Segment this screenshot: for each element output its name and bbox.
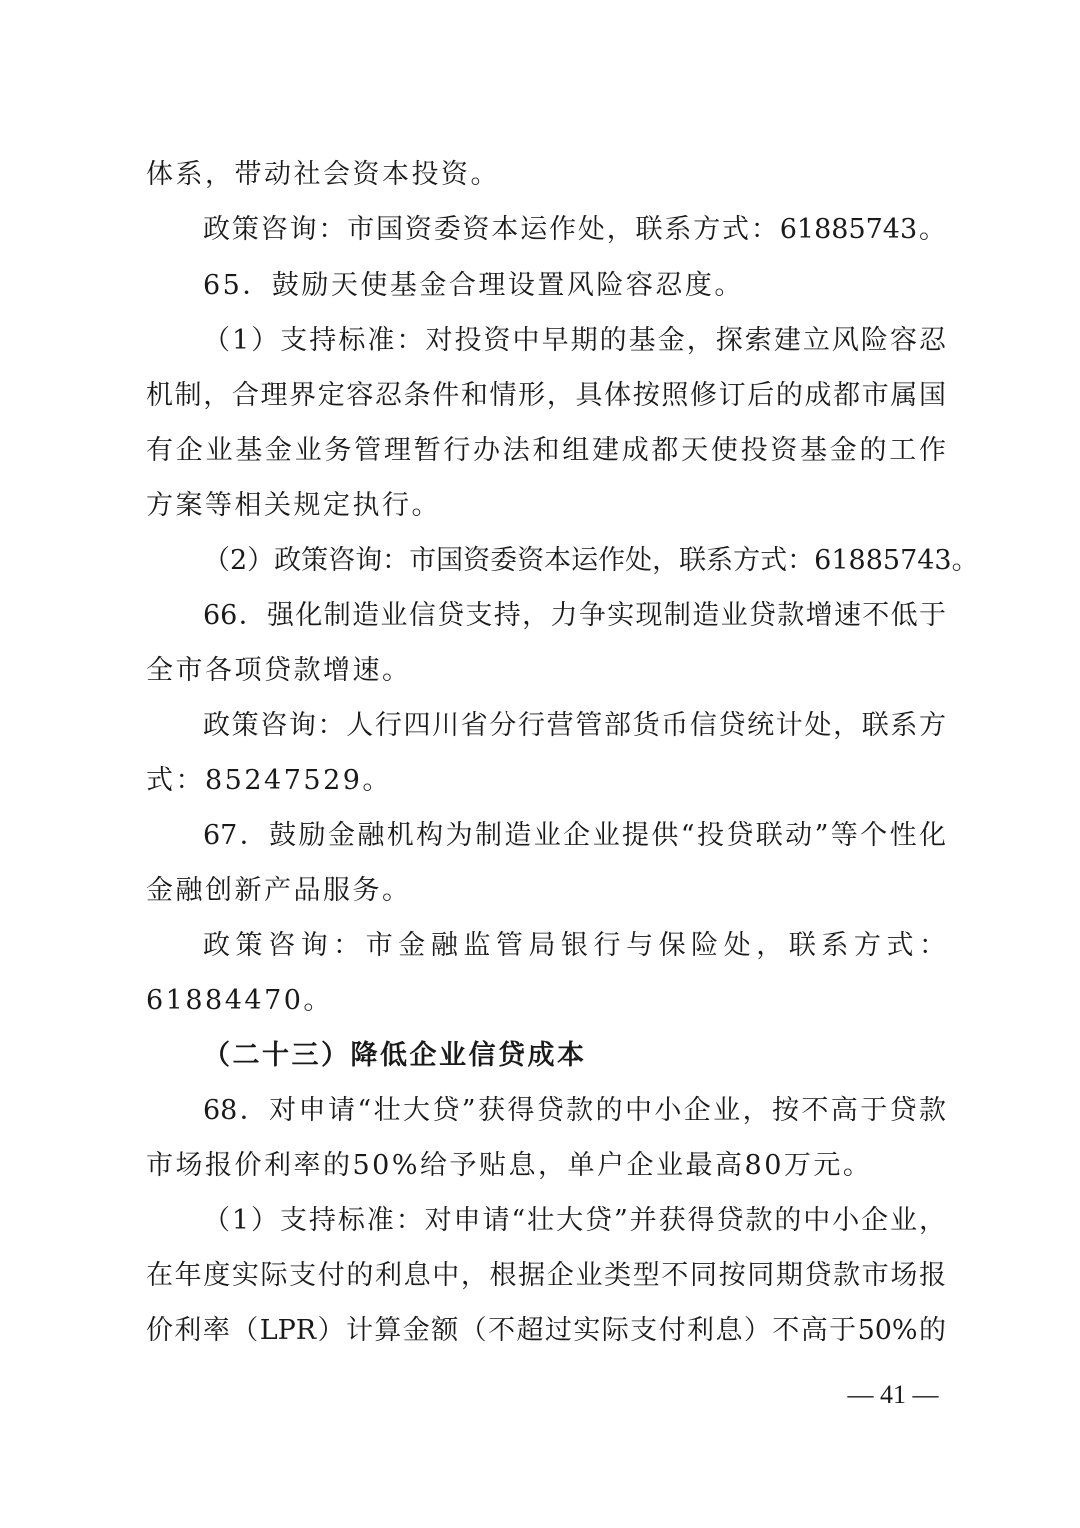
paragraph-line: （1）支持标准：对投资中早期的基金，探索建立风险容忍 (203, 325, 946, 356)
subsection-heading: （二十三）降低企业信贷成本 (203, 1040, 587, 1071)
paragraph-line: 有企业基金业务管理暂行办法和组建成都天使投资基金的工作 (146, 435, 946, 466)
paragraph-line: 在年度实际支付的利息中，根据企业类型不同按同期贷款市场报 (146, 1260, 946, 1291)
paragraph-line: 价利率（LPR）计算金额（不超过实际支付利息）不高于50%的 (146, 1315, 946, 1346)
paragraph-line: 金融创新产品服务。 (146, 875, 412, 906)
paragraph-line: 政策咨询：市金融监管局银行与保险处，联系方式： (203, 930, 946, 961)
section-heading-67: 67．鼓励金融机构为制造业企业提供“投贷联动”等个性化 (203, 820, 946, 851)
paragraph-line: 市场报价利率的50%给予贴息，单户企业最高80万元。 (146, 1150, 873, 1181)
paragraph-line: （2）政策咨询：市国资委资本运作处，联系方式：61885743。 (203, 545, 979, 576)
page-number: — 41 — (847, 1380, 939, 1409)
paragraph-line: 机制，合理界定容忍条件和情形，具体按照修订后的成都市属国 (146, 380, 946, 411)
paragraph-line: 61884470。 (146, 985, 333, 1016)
section-heading-65: 65．鼓励天使基金合理设置风险容忍度。 (203, 270, 744, 301)
section-heading-68: 68．对申请“壮大贷”获得贷款的中小企业，按不高于贷款 (203, 1095, 946, 1126)
paragraph-line: 全市各项贷款增速。 (146, 655, 412, 686)
section-heading-66: 66．强化制造业信贷支持，力争实现制造业贷款增速不低于 (203, 600, 946, 631)
paragraph-line: 式：85247529。 (146, 765, 392, 796)
paragraph-line: 政策咨询：人行四川省分行营管部货币信贷统计处，联系方 (203, 710, 946, 741)
paragraph-line: 方案等相关规定执行。 (146, 490, 441, 521)
paragraph-line: 政策咨询：市国资委资本运作处，联系方式：61885743。 (203, 214, 946, 245)
paragraph-line: （1）支持标准：对申请“壮大贷”并获得贷款的中小企业， (203, 1205, 946, 1236)
paragraph-line: 体系，带动社会资本投资。 (146, 159, 500, 190)
